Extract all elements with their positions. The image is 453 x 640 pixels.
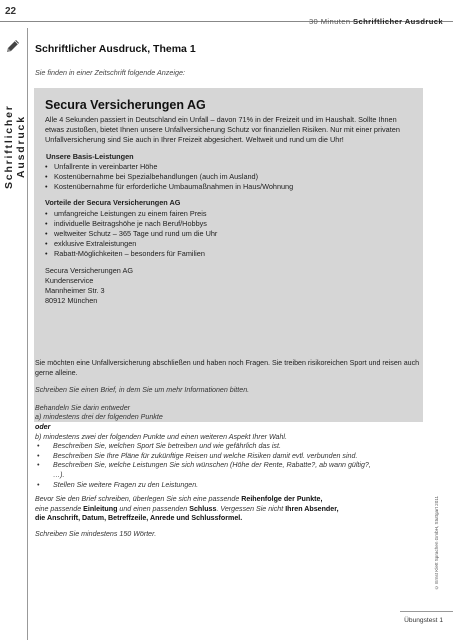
- list-item: • Beschreiben Sie, welchen Sport Sie betreiben und wie gefährlich das ist.: [35, 442, 425, 452]
- margin-rule: [27, 28, 28, 640]
- side-section-label: Schriftlicher Ausdruck: [3, 104, 27, 190]
- list-item: • Unfallrente in vereinbarter Höhe: [45, 162, 412, 172]
- behandeln-text: Behandeln Sie darin entweder: [35, 403, 131, 412]
- contact-line: Secura Versicherungen AG: [45, 265, 134, 275]
- planning-instruction: [35, 495, 415, 524]
- header-title: Schriftlicher Ausdruck: [353, 17, 443, 26]
- plan-text: . Vergessen Sie nicht: [216, 504, 286, 513]
- contact-line: Kundenservice: [45, 275, 94, 285]
- situation-text: Sie möchten eine Unfallversicherung abschließen und haben noch Fragen. Sie treiben risikoreichen Sport und reisen auch gerne alleine.: [35, 359, 420, 377]
- running-header: [309, 17, 443, 26]
- list-item: • exklusive Extraleistungen: [45, 239, 412, 249]
- page-number: 22: [5, 6, 17, 17]
- intro-text: Sie finden in einer Zeitschrift folgende Anzeige:: [35, 68, 185, 77]
- list-item: • Kostenübernahme bei Spezialbehandlungen (auch im Ausland): [45, 172, 412, 182]
- plan-text: eine passende: [35, 504, 84, 513]
- points-list: [35, 442, 425, 490]
- or-label: oder: [35, 422, 51, 431]
- pencil-icon: [4, 37, 22, 55]
- write-letter-instruction: Schreiben Sie einen Brief, in dem Sie um mehr Informationen bitten.: [35, 386, 250, 395]
- plan-text: und einen passenden: [117, 504, 190, 513]
- plan-emphasis: Schluss: [189, 504, 217, 513]
- list-item: • Beschreiben Sie Ihre Pläne für zukünftige Reisen und welche Risiken damit evtl. verbunden sind.: [35, 452, 425, 462]
- plan-emphasis: Einleitung: [83, 504, 118, 513]
- plan-emphasis: Reihenfolge der Punkte,: [241, 495, 323, 504]
- vorteile-heading: Vorteile der Secura Versicherungen AG: [45, 198, 181, 208]
- basis-heading: Unsere Basis-Leistungen: [46, 151, 134, 161]
- plan-text: Bevor Sie den Brief schreiben, überlegen Sie sich eine passende: [35, 495, 242, 504]
- list-item: • Beschreiben Sie, welche Leistungen Sie sich wünschen (Höhe der Rente, Rabatte?, ab wann gültig?, …).: [35, 461, 383, 480]
- copyright-note: © Ernst Klett Sprachen GmbH, Stuttgart 2011: [434, 495, 439, 590]
- vorteile-list: [45, 209, 412, 260]
- section-title: Schriftlicher Ausdruck, Thema 1: [35, 43, 196, 55]
- list-item: • Kostenübernahme für erforderliche Umbaumaßnahmen in Haus/Wohnung: [45, 182, 412, 192]
- header-prefix: 30 Minuten: [308, 17, 351, 26]
- contact-address: [45, 266, 412, 307]
- contact-line: Mannheimer Str. 3: [45, 286, 105, 296]
- list-item: • weltweiter Schutz – 365 Tage und rund um die Uhr: [45, 229, 412, 239]
- plan-emphasis: Ihren Absender,: [285, 504, 339, 513]
- plan-emphasis: die Anschrift, Datum, Betreffzeile, Anrede und Schlussformel.: [35, 514, 243, 523]
- footer-label: Übungstest 1: [404, 617, 443, 624]
- task-instructions: [35, 359, 425, 540]
- contact-line: 80912 München: [45, 296, 98, 306]
- list-item: • umfangreiche Leistungen zu einem fairen Preis: [45, 209, 412, 219]
- option-a: a) mindestens drei der folgenden Punkte: [35, 413, 163, 422]
- min-words-instruction: Schreiben Sie mindestens 150 Wörter.: [35, 529, 157, 538]
- list-item: • individuelle Beitragshöhe je nach Beruf/Hobbys: [45, 219, 412, 229]
- list-item: • Stellen Sie weitere Fragen zu den Leistungen.: [35, 481, 425, 491]
- ad-title: Secura Versicherungen AG: [45, 98, 206, 112]
- basis-list: [45, 162, 412, 193]
- ad-paragraph: Alle 4 Sekunden passiert in Deutschland ein Unfall – davon 71% in der Freizeit und im Haushalt. Sollte Ihnen etwas zustoßen, bietet Ihnen unsere Unfallversicherung Schutz vor finanziellen Risiken. Nur mit einer privaten Unfallversicherung sind Sie auch in Ihrer Freizeit abgesichert. Weltweit und rund um die Uhr!: [45, 115, 400, 145]
- list-item: • Rabatt-Möglichkeiten – besonders für Familien: [45, 249, 412, 259]
- option-b: b) mindestens zwei der folgenden Punkte und einen weiteren Aspekt Ihrer Wahl.: [35, 432, 287, 441]
- footer-divider: [400, 611, 453, 612]
